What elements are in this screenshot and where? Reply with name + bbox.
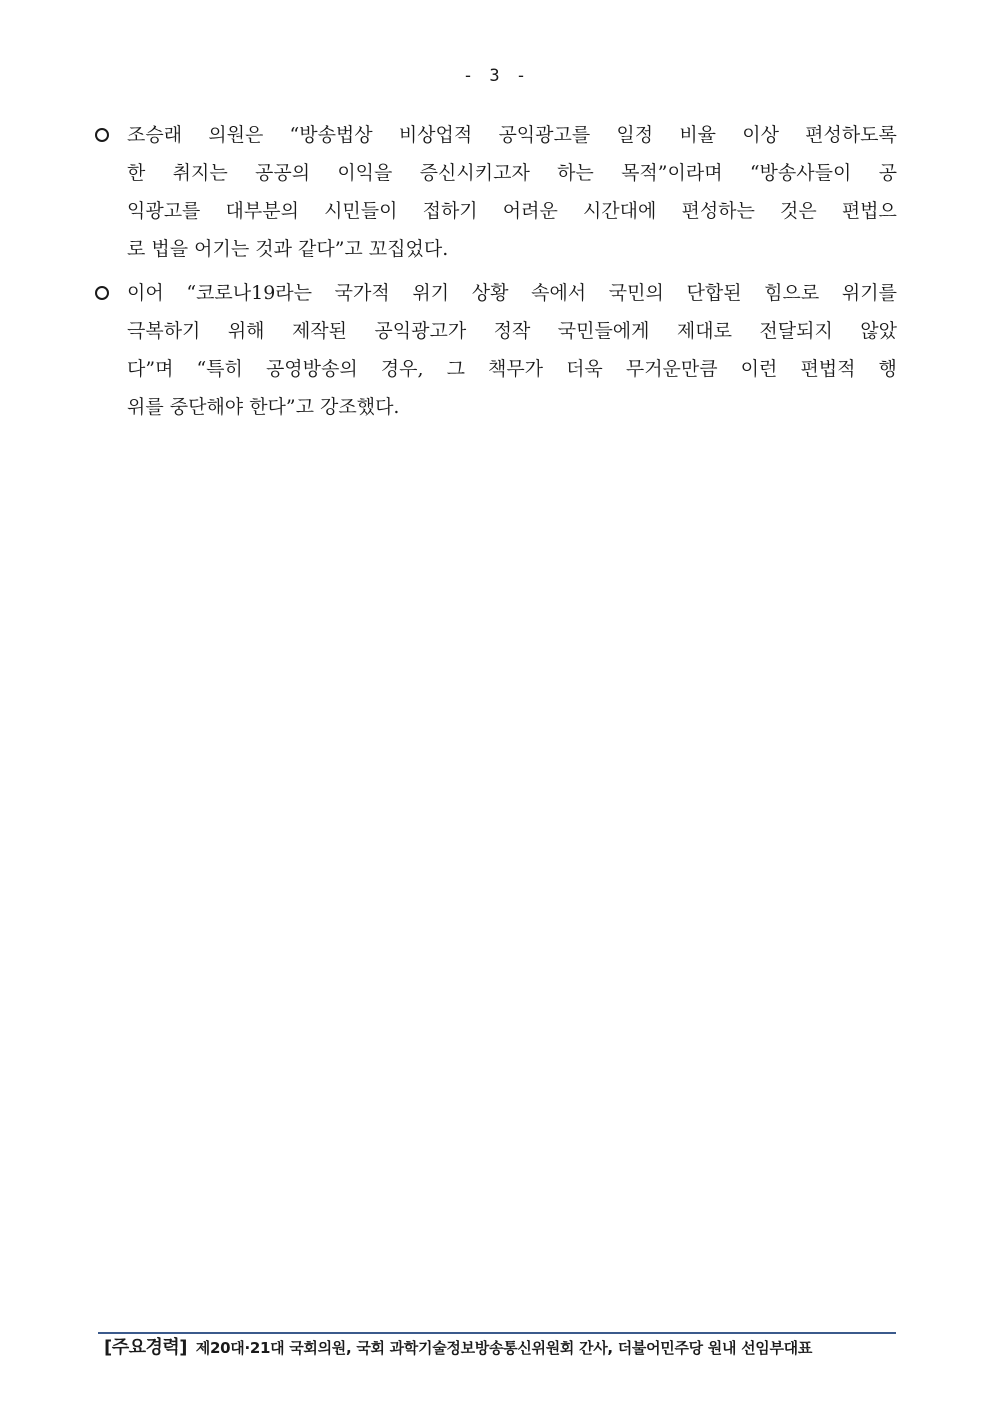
word: 것은	[780, 200, 817, 222]
word: 책무가	[487, 358, 544, 380]
word: 국가적	[334, 282, 390, 304]
paragraph-line: 로 법을 어기는 것과 같다”고 꼬집었다.	[127, 238, 449, 260]
footer-label: [주요경력]	[104, 1337, 188, 1358]
word: 이익을	[337, 162, 393, 184]
word: 이런	[740, 358, 778, 380]
word: 위해	[227, 320, 265, 342]
word: 공영방송의	[265, 358, 358, 380]
word: 공	[878, 162, 897, 184]
word: 대부분의	[225, 200, 299, 222]
word: 한	[127, 162, 146, 184]
paragraph-line	[127, 198, 897, 224]
word: 위기	[412, 282, 450, 304]
word: 증신시키고자	[419, 162, 530, 184]
footer-divider	[98, 1332, 896, 1334]
word: 행	[878, 358, 897, 380]
word: 무거운만큼	[625, 358, 718, 380]
word: 국민의	[608, 282, 664, 304]
word: 시민들이	[324, 200, 398, 222]
paragraph-line	[127, 160, 897, 186]
word: 이어	[127, 282, 164, 304]
word: 경우,	[380, 358, 424, 380]
paragraph-line	[127, 280, 897, 306]
word: 취지는	[172, 162, 228, 184]
word: 국민들에게	[557, 320, 650, 342]
word: 비율	[679, 124, 717, 146]
circle-bullet-icon	[95, 286, 109, 300]
word: 편성하도록	[805, 124, 897, 146]
word: 편법으	[841, 200, 897, 222]
word: 비상업적	[398, 124, 473, 146]
word: 공익광고가	[374, 320, 467, 342]
word: 하는	[557, 162, 594, 184]
word: “방송사들이	[749, 162, 852, 184]
paragraph-line: 위를 중단해야 한다”고 강조했다.	[127, 396, 400, 418]
word: 목적”이라며	[621, 162, 723, 184]
word: 제작된	[291, 320, 348, 342]
word: “특히	[196, 358, 243, 380]
word: 공익광고를	[498, 124, 591, 146]
word: 이상	[742, 124, 779, 146]
page-number: - 3 -	[462, 66, 530, 86]
paragraph-line	[127, 122, 897, 148]
word: 속에서	[531, 282, 587, 304]
word: 단합된	[686, 282, 742, 304]
word: 시간대에	[582, 200, 657, 222]
word: 어려운	[502, 200, 558, 222]
word: 더욱	[566, 358, 603, 380]
paragraph-line	[127, 356, 897, 382]
word: 제대로	[676, 320, 732, 342]
word: 익광고를	[127, 200, 201, 222]
footer-career	[104, 1336, 904, 1360]
footer-text: 제20대·21대 국회의원, 국회 과학기술정보방송통신위원회 간사, 더불어민주당 원내 선임부대표	[195, 1339, 813, 1357]
word: 편법적	[800, 358, 856, 380]
word: 힘으로	[764, 282, 820, 304]
word: 정작	[493, 320, 531, 342]
word: 극복하기	[127, 320, 201, 342]
word: 접하기	[422, 200, 478, 222]
word: 일정	[616, 124, 654, 146]
word: 편성하는	[681, 200, 755, 222]
word: 전달되지	[759, 320, 833, 342]
word: 상황	[471, 282, 509, 304]
word: 않았	[860, 320, 897, 342]
word: 조승래	[127, 124, 183, 146]
circle-bullet-icon	[95, 128, 109, 142]
word: “방송법상	[289, 124, 373, 146]
word: “코로나19라는	[186, 282, 313, 304]
word: 공공의	[254, 162, 311, 184]
word: 다”며	[127, 358, 174, 380]
word: 의원은	[208, 124, 264, 146]
word: 위기를	[841, 282, 897, 304]
paragraph-line	[127, 318, 897, 344]
word: 그	[446, 358, 465, 380]
